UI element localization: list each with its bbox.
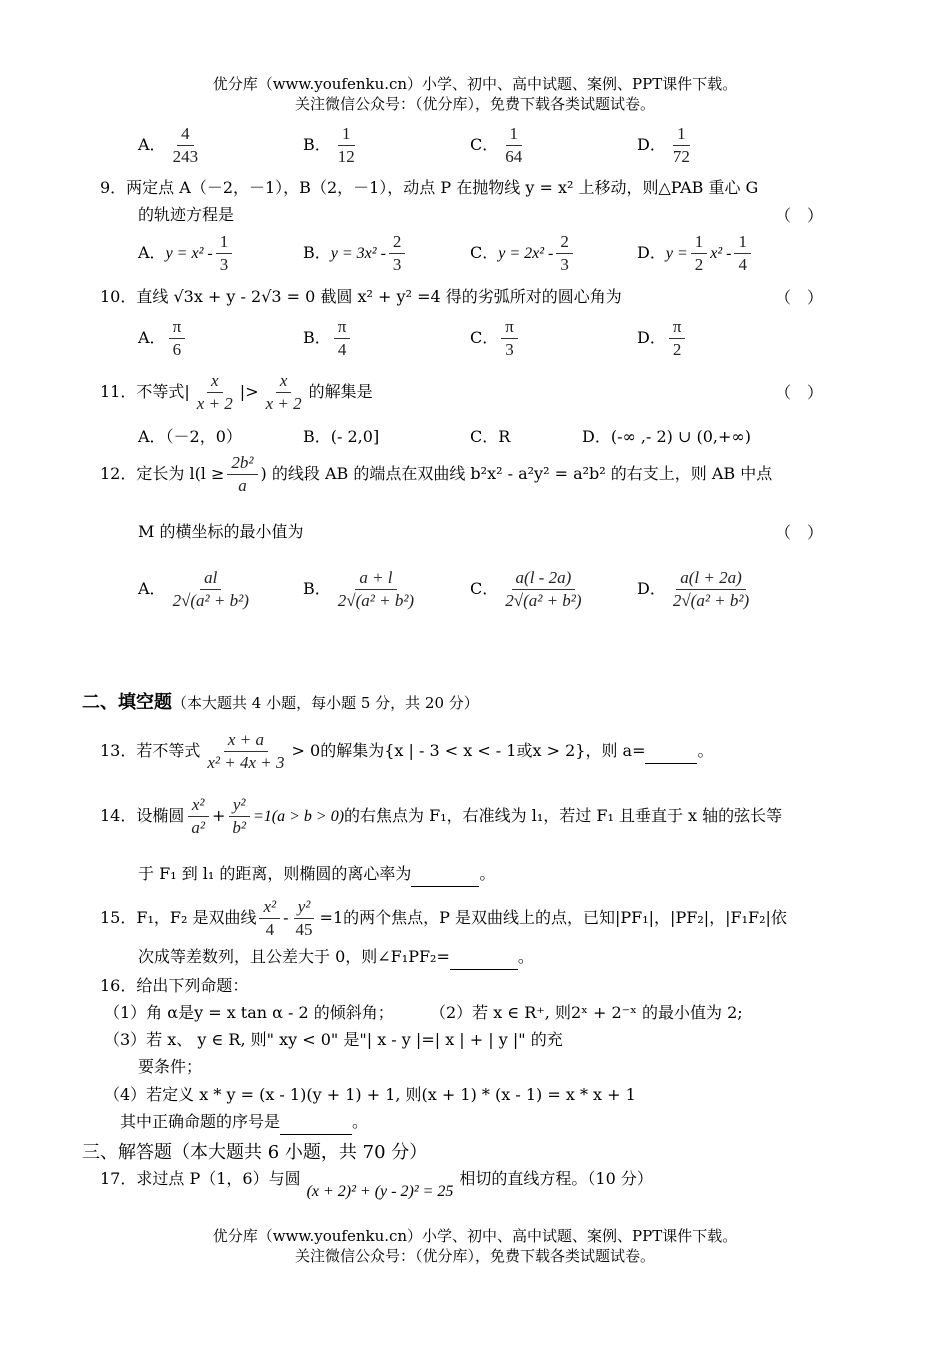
fraction: $\frac{1}{3}$ bbox=[216, 232, 233, 275]
q9-option-c[interactable]: C．y = 2x² - $\frac{2}{3}$ bbox=[470, 232, 576, 275]
q16-item-3: （3）若 x、 y ∈ R, 则" xy < 0" 是"| x - y |=| x | + | y |" 的充 bbox=[104, 1030, 563, 1049]
header-line-2: 关注微信公众号：（优分库），免费下载各类试题试卷。 bbox=[294, 95, 655, 113]
q14-stem-line2: 于 F₁ 到 l₁ 的距离，则椭圆的离心率为 。 bbox=[138, 862, 495, 887]
q14-answer-blank[interactable] bbox=[411, 862, 479, 887]
fraction: $\frac{\text{y²}}{45}$ bbox=[295, 897, 313, 939]
q12-option-c[interactable]: C． $\frac{a(l - 2a)}{\text{2√(a² + b²)}}$ bbox=[470, 568, 589, 611]
q8-option-c[interactable]: C． $\frac{1}{64}$ bbox=[470, 124, 529, 167]
fraction: $\frac{\pi}{4}$ bbox=[334, 317, 351, 360]
q16-item-2: （2）若 x ∈ R⁺, 则2ˣ + 2⁻ˣ 的最小值为 2; bbox=[430, 1003, 743, 1022]
q8-option-d[interactable]: D． $\frac{1}{72}$ bbox=[637, 124, 697, 167]
q12-answer-paren[interactable]: （ ） bbox=[775, 523, 824, 542]
fraction: $\frac{1}{72}$ bbox=[672, 124, 690, 166]
fraction: $\frac{\text{x²}}{4}$ bbox=[259, 897, 280, 940]
fraction: $\frac{al}{\text{2√(a² + b²)}}$ bbox=[172, 568, 249, 610]
fraction: $\frac{\text{2b²}}{a}$ bbox=[227, 453, 257, 496]
q9-stem-line2: 的轨迹方程是 bbox=[138, 205, 235, 224]
fraction: $\frac{2}{3}$ bbox=[389, 232, 406, 275]
q16-answer-blank[interactable] bbox=[280, 1110, 352, 1135]
q16-item-4: （4）若定义 x * y = (x - 1)(y + 1) + 1, 则(x + 1) * (x - 1) = x * x + 1 bbox=[104, 1085, 636, 1104]
q17-stem: 17．求过点 P（1，6）与圆(x + 2)² + (y - 2)² = 25相切的直线方程。（10 分） bbox=[100, 1169, 653, 1200]
fraction: $\frac{\text{x²}}{\text{a²}}$ bbox=[187, 795, 209, 838]
fraction: $\frac{x}{x + 2}$ bbox=[196, 371, 233, 413]
q9-option-b[interactable]: B．y = 3x² - $\frac{2}{3}$ bbox=[303, 232, 408, 275]
fraction: $\frac{4}{243}$ bbox=[172, 124, 199, 166]
q16-item-1: （1）角 α是y = x tan α - 2 的倾斜角； bbox=[104, 1003, 394, 1022]
fraction: $\frac{\pi}{2}$ bbox=[669, 317, 686, 360]
page-header bbox=[0, 74, 950, 114]
q13-answer-blank[interactable] bbox=[645, 739, 697, 764]
q13-stem: 13．若不等式 $\frac{x + a}{\text{x² + 4x + 3}}$ > 0的解集为{x | - 3 < x < - 1或x > 2}，则 a= 。 bbox=[100, 730, 714, 772]
q8-option-a[interactable]: A． $\frac{4}{243}$ bbox=[138, 124, 205, 167]
q14-stem: 14．设椭圆 $\frac{\text{x²}}{\text{a²}}$ + $\frac{\text{y²}}{\text{b²}}$ =1(a > b > 0)的右焦点为 F₁，右准线为 l₁，若过 F₁ 且垂直于 x 轴的弦长等 bbox=[100, 795, 783, 837]
section-2-heading: 二、填空题（本大题共 4 小题，每小题 5 分，共 20 分） bbox=[82, 692, 479, 713]
fraction: $\frac{\text{y²}}{\text{b²}}$ bbox=[228, 795, 250, 838]
q16-item-3-cont: 要条件； bbox=[138, 1057, 203, 1076]
section-3-heading: 三、解答题（本大题共 6 小题，共 70 分） bbox=[82, 1142, 428, 1163]
q16-title: 16．给出下列命题： bbox=[100, 976, 249, 995]
fraction: $\frac{\pi}{3}$ bbox=[501, 317, 518, 360]
q10-option-d[interactable]: D． $\frac{\pi}{2}$ bbox=[637, 317, 688, 360]
q11-option-b[interactable]: B．(- 2,0] bbox=[303, 427, 380, 446]
q10-option-b[interactable]: B． $\frac{\pi}{4}$ bbox=[303, 317, 353, 360]
q15-stem-line2: 次成等差数列，且公差大于 0，则∠F₁PF₂= 。 bbox=[138, 945, 534, 970]
q9-answer-paren[interactable]: （ ） bbox=[775, 206, 824, 225]
header-line-1: 优分库（www.youfenku.cn）小学、初中、高中试题、案例、PPT课件下载。 bbox=[212, 75, 738, 93]
q11-option-a[interactable]: A．（－2，0） bbox=[138, 427, 242, 446]
fraction: $\frac{1}{64}$ bbox=[505, 124, 523, 166]
fraction: $\frac{a(l - 2a)}{\text{2√(a² + b²)}}$ bbox=[505, 568, 582, 610]
q12-stem-line2: M 的横坐标的最小值为 bbox=[138, 522, 304, 541]
fraction: $\frac{1}{2}$ bbox=[691, 232, 708, 275]
q10-stem: 10．直线 √3x + y - 2√3 = 0 截圆 x² + y² =4 得的劣弧所对的圆心角为 bbox=[100, 287, 622, 306]
fraction: $\frac{2}{3}$ bbox=[556, 232, 573, 275]
q15-stem: 15．F₁，F₂ 是双曲线 $\frac{\text{x²}}{4}$ - $\frac{\text{y²}}{45}$ =1的两个焦点，P 是双曲线上的点，已知|PF₁|，|PF₂|，|F₁F₂|依 bbox=[100, 897, 787, 939]
footer-line-1: 优分库（www.youfenku.cn）小学、初中、高中试题、案例、PPT课件下载。 bbox=[212, 1227, 738, 1245]
q11-option-d[interactable]: D．(-∞ ,- 2) ∪ (0,+∞) bbox=[582, 427, 751, 446]
q12-option-b[interactable]: B． $\frac{a + l}{\text{2√(a² + b²)}}$ bbox=[303, 568, 421, 611]
page-footer bbox=[0, 1226, 950, 1266]
q10-answer-paren[interactable]: （ ） bbox=[775, 288, 824, 307]
q8-option-b[interactable]: B． $\frac{1}{12}$ bbox=[303, 124, 362, 167]
fraction: $\frac{a + l}{\text{2√(a² + b²)}}$ bbox=[337, 568, 415, 610]
fraction: $\frac{1}{4}$ bbox=[734, 232, 751, 275]
q15-answer-blank[interactable] bbox=[450, 945, 518, 970]
q16-ask: 其中正确命题的序号是 。 bbox=[120, 1110, 368, 1135]
q9-option-d[interactable]: D．y = $\frac{1}{2}$ x² - $\frac{1}{4}$ bbox=[637, 232, 754, 275]
fraction: $\frac{a(l + 2a)}{\text{2√(a² + b²)}}$ bbox=[672, 568, 750, 610]
q11-answer-paren[interactable]: （ ） bbox=[775, 383, 824, 402]
fraction: $\frac{x}{x + 2}$ bbox=[265, 371, 302, 413]
q12-option-d[interactable]: D． $\frac{a(l + 2a)}{\text{2√(a² + b²)}}$ bbox=[637, 568, 756, 611]
q11-stem: 11．不等式| $\frac{x}{x + 2}$ |> $\frac{x}{x + 2}$ 的解集是 bbox=[100, 371, 373, 413]
fraction: $\frac{\pi}{6}$ bbox=[169, 317, 186, 360]
fraction: $\frac{x + a}{\text{x² + 4x + 3}}$ bbox=[207, 730, 285, 772]
q9-option-a[interactable]: A．y = x² - $\frac{1}{3}$ bbox=[138, 232, 235, 275]
q10-option-a[interactable]: A． $\frac{\pi}{6}$ bbox=[138, 317, 188, 360]
q12-stem: 12．定长为 l(l ≥ $\frac{\text{2b²}}{a}$ ) 的线段 AB 的端点在双曲线 b²x² - a²y² = a²b² 的右支上，则 AB 中点 bbox=[100, 453, 773, 495]
q9-stem: 9．两定点 A（－2，－1），B（2，－1），动点 P 在抛物线 y = x² 上移动，则△PAB 重心 G bbox=[100, 178, 759, 197]
fraction: $\frac{1}{12}$ bbox=[337, 124, 355, 166]
q12-option-a[interactable]: A． $\frac{al}{\text{2√(a² + b²)}}$ bbox=[138, 568, 256, 611]
footer-line-2: 关注微信公众号：（优分库），免费下载各类试题试卷。 bbox=[294, 1247, 655, 1265]
q11-option-c[interactable]: C．R bbox=[470, 427, 511, 446]
q10-option-c[interactable]: C． $\frac{\pi}{3}$ bbox=[470, 317, 521, 360]
